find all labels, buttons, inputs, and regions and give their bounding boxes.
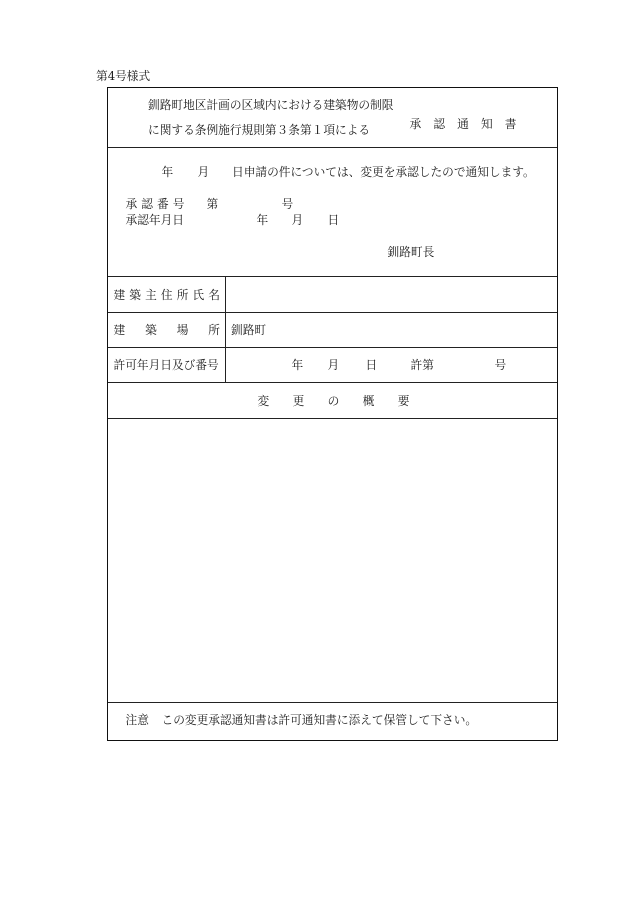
permit-year: 年 [291, 358, 304, 372]
header-section [108, 88, 557, 148]
note-text: この変更承認通知書は許可通知書に添えて保管して下さい。 [161, 712, 478, 727]
label-char: 知 [480, 116, 493, 131]
label-char: 書 [504, 116, 517, 131]
changes-content-area [108, 419, 557, 703]
approval-number-suffix: 号 [281, 196, 294, 211]
label-char: 主 [145, 287, 157, 302]
label-char: 氏 [192, 287, 205, 302]
label-char: 認 [433, 116, 446, 131]
label-char: 変 [257, 393, 270, 408]
label-char: 建 [113, 287, 126, 302]
label-char: 承 [125, 196, 138, 211]
label-char: 概 [362, 393, 375, 408]
site-label-cell [108, 313, 226, 347]
site-label [114, 323, 221, 337]
changes-heading-row [108, 383, 557, 419]
label-char: 認 [141, 196, 153, 211]
note-label: 注意 [125, 712, 149, 727]
owner-row [108, 277, 557, 313]
site-value-cell [226, 313, 557, 347]
approval-date-year: 年 [256, 212, 269, 227]
label-char: 場 [176, 323, 189, 337]
label-char: 号 [172, 196, 185, 211]
title-line-1: 釧路町地区計画の区域内における建築物の制限 [148, 98, 394, 112]
notice-year-label: 年 [161, 164, 174, 179]
owner-label [114, 288, 221, 302]
label-char: 更 [292, 393, 305, 408]
notice-section [108, 148, 557, 277]
note-row [108, 703, 557, 739]
site-value: 釧路町 [231, 323, 267, 337]
label-char: 所 [176, 287, 189, 302]
approval-number-label [126, 197, 185, 211]
notice-text: 日申請の件については、変更を承認したので通知します。 [232, 164, 535, 179]
label-char: の [327, 393, 340, 408]
notice-month-label: 月 [197, 164, 210, 179]
label-char: 通 [457, 116, 469, 131]
permit-number-suffix: 号 [494, 358, 507, 372]
form-number: 第4号様式 [96, 69, 151, 83]
issuer-name: 釧路町長 [387, 244, 435, 259]
label-char: 築 [145, 323, 157, 337]
approval-date-month: 月 [291, 212, 304, 227]
permit-label: 許可年月日及び番号 [113, 358, 219, 372]
label-char: 住 [160, 287, 173, 302]
permit-day: 日 [365, 358, 378, 372]
label-char: 番 [157, 196, 169, 211]
permit-month: 月 [327, 358, 340, 372]
label-char: 承 [409, 116, 422, 131]
title-line-2: に関する条例施行規則第３条第１項による [148, 123, 371, 137]
owner-label-cell [108, 277, 226, 312]
document-title [410, 117, 517, 131]
label-char: 要 [397, 393, 410, 408]
permit-number-prefix: 許第 [410, 358, 434, 372]
owner-value-cell [226, 277, 557, 312]
changes-heading [258, 394, 410, 408]
permit-row [108, 348, 557, 383]
label-char: 建 [113, 323, 126, 337]
permit-value-cell [226, 348, 557, 382]
approval-date-day: 日 [327, 212, 340, 227]
permit-label-cell [108, 348, 226, 382]
label-char: 名 [208, 287, 220, 302]
approval-date-label: 承認年月日 [125, 212, 184, 227]
label-char: 築 [129, 287, 141, 302]
site-row [108, 313, 557, 348]
label-char: 所 [208, 323, 220, 337]
approval-number-prefix: 第 [206, 196, 219, 211]
approval-notice-form [107, 87, 558, 741]
